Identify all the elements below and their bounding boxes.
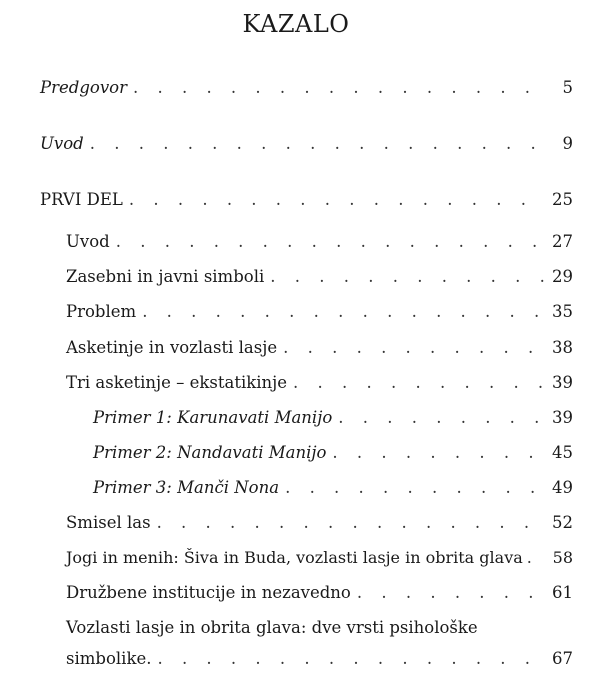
toc-page-number: 5 xyxy=(562,78,573,97)
toc-page-number: 52 xyxy=(552,513,573,532)
leader-dots xyxy=(142,302,546,322)
toc-entry-label: Družbene institucije in nezavedno xyxy=(66,583,351,602)
toc-page-number: 58 xyxy=(552,548,573,567)
toc-entry-prvi-del[interactable] xyxy=(40,190,573,210)
toc-entry-tri-asketinje[interactable] xyxy=(66,373,573,393)
toc-page-number: 45 xyxy=(552,443,573,462)
toc-entry-label: Smisel las xyxy=(66,513,151,532)
toc-entry-label: Jogi in menih: Šiva in Buda, vozlasti lasje in obrita glava xyxy=(66,548,523,567)
toc-entry-primer-2[interactable] xyxy=(93,443,573,463)
toc-entry-label-continued: simbolike. xyxy=(66,649,152,668)
toc-entry-jogi-in-menih[interactable] xyxy=(66,548,573,568)
toc-page-number: 67 xyxy=(552,649,573,668)
toc-entry-label: Tri asketinje – ekstatikinje xyxy=(66,373,288,392)
leader-dots xyxy=(129,190,546,210)
toc-page-number: 29 xyxy=(552,267,573,286)
toc-entry-primer-1[interactable] xyxy=(93,408,573,428)
toc-page-number: 49 xyxy=(552,478,573,497)
toc-entry-asketinje[interactable] xyxy=(66,338,573,358)
leader-dots xyxy=(90,134,549,154)
leader-dots xyxy=(116,232,546,252)
leader-dots xyxy=(285,478,546,498)
leader-dots xyxy=(357,583,546,603)
toc-page-number: 9 xyxy=(562,134,573,153)
toc-entry-primer-3[interactable] xyxy=(93,478,573,498)
toc-entry-label: Uvod xyxy=(66,232,110,251)
toc-page-number: 39 xyxy=(552,373,573,392)
toc-entry-label: Zasebni in javni simboli xyxy=(66,267,265,286)
leader-dots xyxy=(332,443,546,463)
toc-entry-label: Problem xyxy=(66,302,137,321)
leader-dots xyxy=(270,267,546,287)
toc-entry-label: Uvod xyxy=(40,134,84,153)
toc-page-number: 61 xyxy=(552,583,573,602)
toc-entry-smisel-las[interactable] xyxy=(66,513,573,533)
toc-entry-uvod[interactable] xyxy=(40,134,573,154)
leader-dots xyxy=(527,548,549,568)
leader-dots xyxy=(157,513,546,533)
leader-dots xyxy=(283,338,546,358)
leader-dots xyxy=(293,373,546,393)
toc-entry-label: PRVI DEL xyxy=(40,190,123,209)
toc-entry-problem[interactable] xyxy=(66,302,573,322)
leader-dots xyxy=(133,78,549,98)
toc-entry-label: Primer 3: Manči Nona xyxy=(93,478,280,497)
toc-entry-label: Vozlasti lasje in obrita glava: dve vrsti psihološke xyxy=(66,618,478,637)
toc-entry-label: Predgovor xyxy=(40,78,127,97)
toc-entry-label: Primer 2: Nandavati Manijo xyxy=(93,443,327,462)
toc-entry-druzbene-institucije[interactable] xyxy=(66,583,573,603)
toc-entry-label: Primer 1: Karunavati Maniјo xyxy=(93,408,333,427)
toc-page-number: 25 xyxy=(552,190,573,209)
toc-entry-predgovor[interactable] xyxy=(40,78,573,98)
toc-entry-zasebni-simboli[interactable] xyxy=(66,267,573,287)
toc-entry-vozlasti-lasje-obrita-glava[interactable] xyxy=(66,618,573,669)
toc-page-number: 39 xyxy=(552,408,573,427)
toc-entry-uvod-sub[interactable] xyxy=(66,232,573,252)
leader-dots xyxy=(157,649,546,669)
leader-dots xyxy=(338,408,546,428)
page-title: KAZALO xyxy=(242,10,350,38)
toc-entry-label: Asketinje in vozlasti lasje xyxy=(66,338,278,357)
toc-page-number: 35 xyxy=(552,302,573,321)
toc-page-number: 38 xyxy=(552,338,573,357)
toc-page-number: 27 xyxy=(552,232,573,251)
